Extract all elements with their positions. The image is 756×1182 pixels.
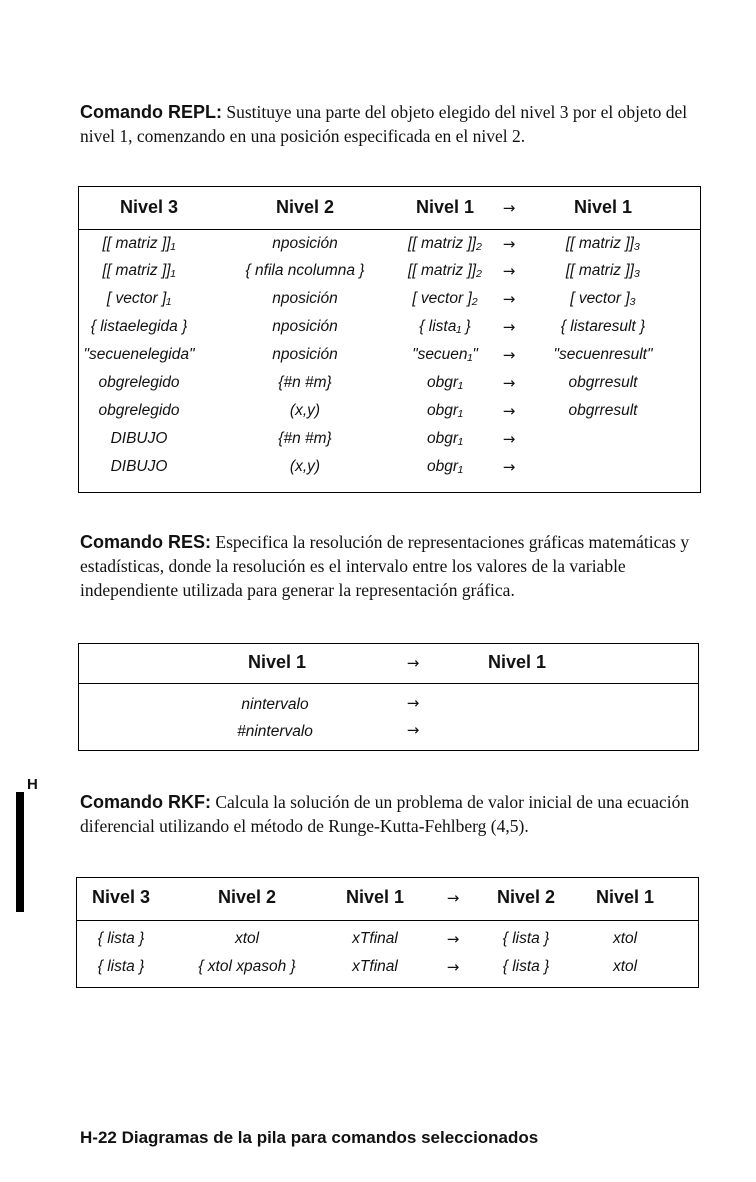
rkf-header-result-level1: Nivel 1 [595,887,655,907]
rkf-header-result-level2: Nivel 2 [496,887,556,907]
table-cell: obgr₁ [427,402,463,419]
table-cell: → [446,930,460,948]
repl-header-level2: Nivel 2 [275,197,335,217]
table-cell: [[ matriz ]]₂ [408,262,482,279]
table-cell: → [502,290,516,308]
repl-stack-table [78,186,701,493]
table-cell: → [502,318,516,336]
table-cell: → [502,374,516,392]
table-cell: [ vector ]₃ [570,290,636,307]
table-cell: { listaelegida } [90,318,188,335]
table-cell: xTfinal [352,930,398,947]
res-command-title: Comando RES: [80,532,212,552]
table-cell: {#n #m} [278,374,332,391]
table-cell: { lista } [502,930,550,947]
table-cell: [[ matriz ]]₁ [102,262,176,279]
page-footer: H-22 Diagramas de la pila para comandos seleccionados [80,1128,539,1147]
table-cell: [[ matriz ]]₁ [102,235,176,252]
table-cell: { lista } [502,958,550,975]
table-cell: → [502,402,516,420]
rkf-header-level1: Nivel 1 [345,887,405,907]
res-header-level1: Nivel 1 [247,652,307,672]
table-cell: → [502,262,516,280]
table-cell: "secuenelegida" [83,346,195,363]
table-cell: → [502,458,516,476]
res-paragraph [80,530,700,602]
table-cell: [[ matriz ]]₂ [408,235,482,252]
repl-header-result-level1: Nivel 1 [573,197,633,217]
table-cell: [[ matriz ]]₃ [565,235,641,252]
table-cell: { listaresult } [560,318,646,335]
repl-command-title: Comando REPL: [80,102,222,122]
res-header-arrow: → [406,654,420,672]
chapter-tab-letter: H [27,776,38,793]
table-cell: { xtol xpasoh } [198,958,296,975]
table-cell: (x,y) [289,458,321,475]
rkf-paragraph [80,790,700,838]
rkf-stack-table [76,877,699,988]
repl-description: Sustituye una parte del objeto elegido del nivel 3 por el objeto del nivel 1, comenzando en una posición especificada en el nivel 2. [80,102,688,146]
res-description: Especifica la resolución de representaciones gráficas matemáticas y estadísticas, donde la resolución es el intervalo entre los valores de la variable independiente utilizada para generar la representación gráfica. [80,532,690,600]
res-stack-table [78,643,699,751]
table-cell: → [502,235,516,253]
table-cell: { lista } [97,958,145,975]
table-cell: obgrresult [568,374,638,391]
table-cell: obgr₁ [427,374,463,391]
rkf-header-level3: Nivel 3 [91,887,151,907]
table-cell: { lista₁ } [419,318,471,335]
table-cell: → [502,430,516,448]
repl-header-arrow: → [502,199,516,217]
table-cell: { lista } [97,930,145,947]
repl-header-level3: Nivel 3 [119,197,179,217]
table-cell: #nintervalo [237,723,313,740]
table-cell: "secuen₁" [412,346,478,363]
table-cell: obgr₁ [427,430,463,447]
table-cell: xTfinal [352,958,398,975]
rkf-description: Calcula la solución de un problema de valor inicial de una ecuación diferencial utilizando el método de Runge-Kutta-Fehlberg (4,5). [80,792,690,836]
table-cell: obgrresult [568,402,638,419]
table-cell: [ vector ]₂ [412,290,478,307]
table-cell: { nfila ncolumna } [245,262,365,279]
table-cell: DIBUJO [110,458,168,475]
res-header-result-level1: Nivel 1 [487,652,547,672]
table-cell: DIBUJO [110,430,168,447]
table-cell: xtol [612,958,638,975]
table-cell: "secuenresult" [553,346,653,363]
table-cell: nposición [272,290,338,307]
chapter-tab-bar [16,792,24,912]
table-cell: nintervalo [241,696,309,713]
table-cell: obgrelegido [98,374,180,391]
table-cell: {#n #m} [278,430,332,447]
table-cell: nposición [272,318,338,335]
table-cell: → [502,346,516,364]
table-cell: → [406,694,420,712]
rkf-command-title: Comando RKF: [80,792,211,812]
table-cell: xtol [612,930,638,947]
repl-paragraph [80,100,700,148]
rkf-header-level2: Nivel 2 [217,887,277,907]
table-cell: xtol [234,930,260,947]
repl-header-level1: Nivel 1 [415,197,475,217]
rkf-header-arrow: → [446,889,460,907]
table-cell: (x,y) [289,402,321,419]
table-cell: [[ matriz ]]₃ [565,262,641,279]
table-cell: [ vector ]₁ [106,290,172,307]
table-cell: → [446,958,460,976]
table-cell: nposición [272,346,338,363]
table-cell: nposición [272,235,338,252]
table-cell: obgr₁ [427,458,463,475]
table-cell: → [406,721,420,739]
table-cell: obgrelegido [98,402,180,419]
